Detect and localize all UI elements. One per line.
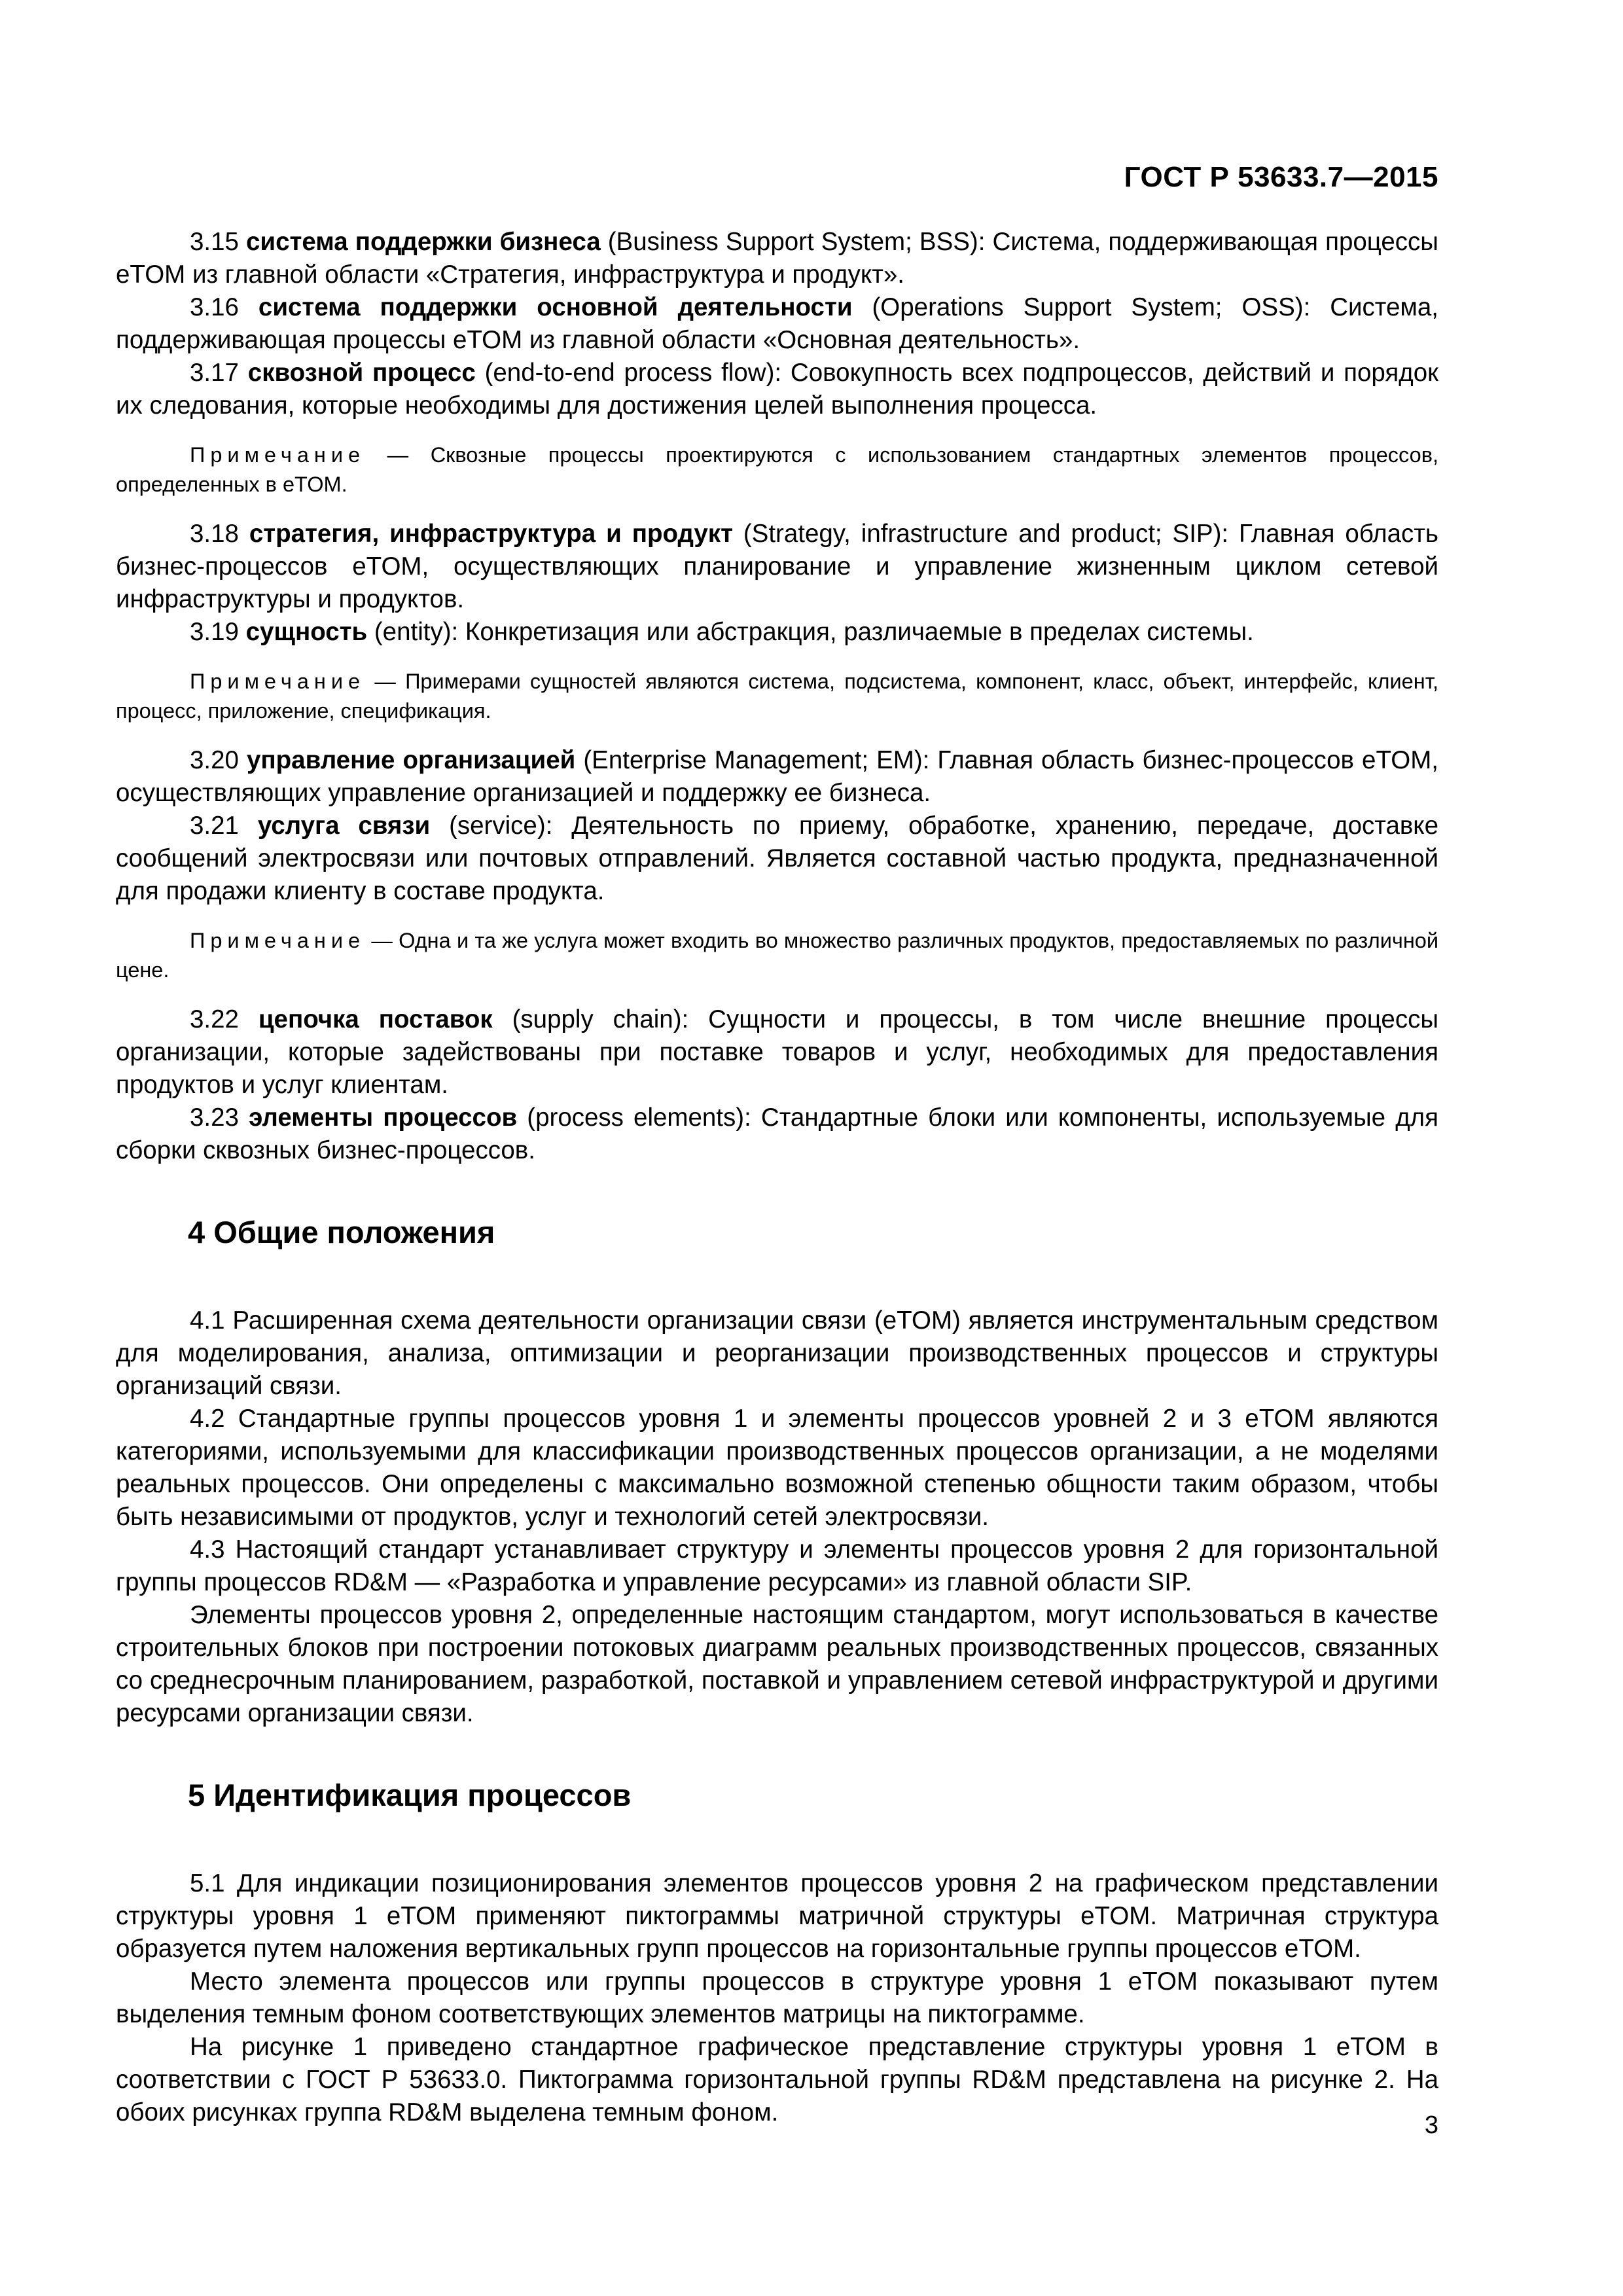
note-label: Примечание <box>190 670 366 693</box>
term-definition <box>116 1102 1438 1167</box>
term-definition <box>116 226 1438 291</box>
term-number: 3.21 <box>190 812 239 840</box>
term-definition <box>116 810 1438 908</box>
paragraph: 4.2 Стандартные группы процессов уровня 1 и элементы процессов уровней 2 и 3 eTOM являются категориями, используемыми для классификации производственных процессов организации, а не моделями реальных процессов. Они определены с максимально возможной степенью общности таким образом, чтобы быть независимыми от продуктов, услуг и технологий сетей электросвязи. <box>116 1405 1438 1531</box>
term-name: система поддержки бизнеса <box>246 228 601 256</box>
term-name: сквозной процесс <box>247 359 476 387</box>
paragraph: Элементы процессов уровня 2, определенные настоящим стандартом, могут использоваться в качестве строительных блоков при построении потоковых диаграмм реальных производственных процессов, связанных со среднесрочным планированием, разработкой, поставкой и управлением сетевой инфраструктурой и другими ресурсами организации связи. <box>116 1601 1438 1727</box>
term-text: (process elements): Стандартные блоки или компоненты, используемые для сборки сквозных бизнес-процессов. <box>116 1103 1438 1164</box>
paragraph: Место элемента процессов или группы процессов в структуре уровня 1 eTOM показывают путем выделения темным фоном соответствующих элементов матрицы на пиктограмме. <box>116 1967 1438 2028</box>
page-number: 3 <box>1424 2111 1438 2139</box>
note-text: Сквозные процессы проектируются с использованием стандартных элементов процессов, определенных в eTOM. <box>116 443 1439 496</box>
note-text: Одна и та же услуга может входить во множество различных продуктов, предоставляемых по различной цене. <box>116 929 1439 982</box>
term-text: (service): Деятельность по приему, обработке, хранению, передаче, доставке сообщений электросвязи или почтовых отправлений. Является составной частью продукта, предназначенной для продажи клиенту в составе продукта. <box>116 812 1438 905</box>
section-heading: 4 Общие положения <box>188 1215 495 1249</box>
term-number: 3.16 <box>190 293 239 321</box>
term-number: 3.15 <box>190 228 239 256</box>
term-name: услуга связи <box>257 812 431 840</box>
term-number: 3.18 <box>190 520 239 548</box>
paragraph: 5.1 Для индикации позиционирования элементов процессов уровня 2 на графическом представлении структуры уровня 1 eTOM применяют пиктограммы матричной структуры eTOM. Матричная структура образуется путем наложения вертикальных групп процессов на горизонтальные группы процессов eTOM. <box>116 1869 1438 1963</box>
section-heading: 5 Идентификация процессов <box>188 1778 632 1812</box>
term-number: 3.22 <box>190 1005 239 1033</box>
term-name: стратегия, инфраструктура и продукт <box>249 520 733 548</box>
term-number: 3.20 <box>190 746 239 774</box>
paragraph: На рисунке 1 приведено стандартное графическое представление структуры уровня 1 eTOM в соответствии с ГОСТ Р 53633.0. Пиктограмма горизонтальной группы RD&M представлена на рисунке 2. На обоих рисунках группа RD&M выделена темным фоном. <box>116 2033 1438 2126</box>
term-text: (Strategy, infrastructure and product; SIP): Главная область бизнес-процессов eTOM, осуществляющих планирование и управление жизненным циклом сетевой инфраструктуры и продуктов. <box>116 520 1438 613</box>
term-text: (Business Support System; BSS): Система, поддерживающая процессы eTOM из главной области «Стратегия, инфраструктура и продукт». <box>116 228 1438 289</box>
term-definition <box>116 744 1438 810</box>
term-name: цепочка поставок <box>258 1005 493 1033</box>
term-number: 3.19 <box>190 618 239 646</box>
term-name: элементы процессов <box>249 1103 518 1132</box>
term-name: сущность <box>245 618 368 646</box>
term-definition <box>116 1003 1438 1102</box>
paragraph: 4.1 Расширенная схема деятельности организации связи (eTOM) является инструментальным средством для моделирования, анализа, оптимизации и реорганизации производственных процессов и структуры организаций связи. <box>116 1306 1438 1400</box>
term-text: (end-to-end process flow): Совокупность всех подпроцессов, действий и порядок их следования, которые необходимы для достижения целей выполнения процесса. <box>116 359 1438 420</box>
note: Примечание — Примерами сущностей являются система, подсистема, компонент, класс, объект, интерфейс, клиент, процесс, приложение, спецификация. <box>116 670 1439 723</box>
term-name: система поддержки основной деятельности <box>258 293 853 321</box>
term-text: (Operations Support System; OSS): Система, поддерживающая процессы eTOM из главной области «Основная деятельность». <box>116 293 1438 354</box>
note-text: Примерами сущностей являются система, подсистема, компонент, класс, объект, интерфейс, клиент, процесс, приложение, спецификация. <box>116 670 1439 723</box>
term-text: (entity): Конкретизация или абстракция, различаемые в пределах системы. <box>367 618 1254 646</box>
term-text: (Enterprise Management; EM): Главная область бизнес-процессов eTOM, осуществляющих управление организацией и поддержку ее бизнеса. <box>116 746 1438 807</box>
term-definition <box>116 616 1438 649</box>
standard-designation: ГОСТ Р 53633.7—2015 <box>1124 161 1438 193</box>
page-content <box>116 226 1438 2129</box>
term-name: управление организацией <box>246 746 576 774</box>
note: Примечание — Одна и та же услуга может входить во множество различных продуктов, предоставляемых по различной цене. <box>116 929 1439 982</box>
note: Примечание — Сквозные процессы проектируются с использованием стандартных элементов процессов, определенных в eTOM. <box>116 443 1439 496</box>
term-definition <box>116 291 1438 357</box>
term-number: 3.17 <box>190 359 239 387</box>
term-definition <box>116 518 1438 616</box>
term-definition <box>116 357 1438 422</box>
term-number: 3.23 <box>190 1103 239 1132</box>
paragraph: 4.3 Настоящий стандарт устанавливает структуру и элементы процессов уровня 2 для горизонтальной группы процессов RD&M — «Разработка и управление ресурсами» из главной области SIP. <box>116 1535 1438 1596</box>
note-label: Примечание <box>190 929 366 952</box>
term-text: (supply chain): Сущности и процессы, в том числе внешние процессы организации, которые задействованы при поставке товаров и услуг, необходимых для предоставления продуктов и услуг клиентам. <box>116 1005 1438 1099</box>
note-label: Примечание <box>190 443 366 467</box>
